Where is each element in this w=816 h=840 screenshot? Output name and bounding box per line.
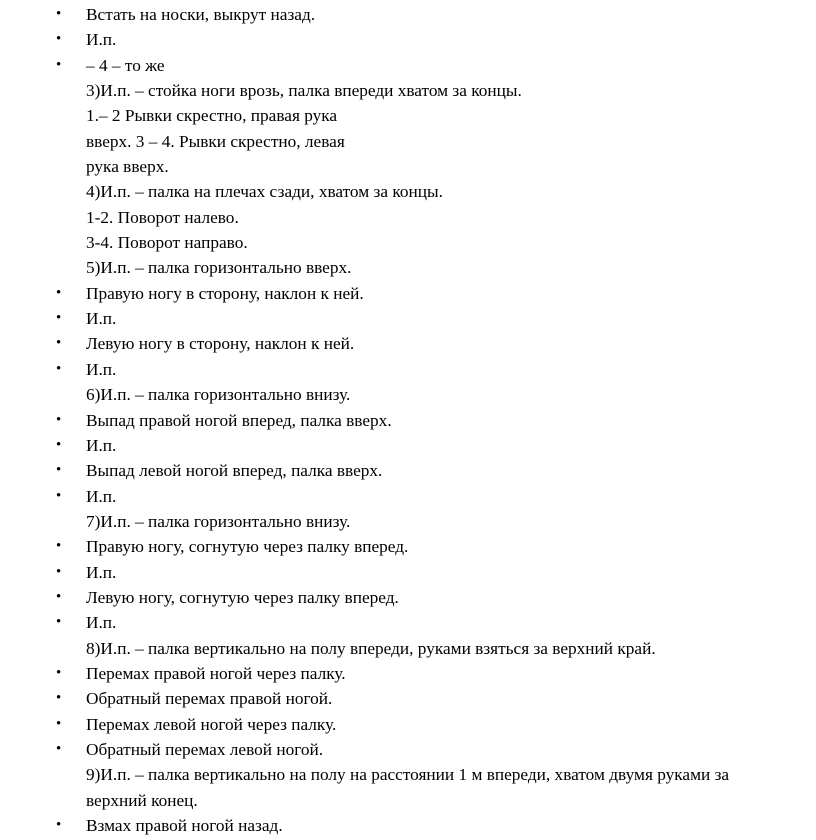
line-text: И.п. [86, 435, 117, 455]
line-text: И.п. [86, 309, 117, 329]
list-item [0, 534, 816, 559]
line-text: 3)И.п. – стойка ноги врозь, палка впереди хватом за концы. [86, 81, 522, 101]
list-item [0, 458, 816, 483]
bullet-marker: • [56, 6, 62, 22]
list-item [0, 255, 816, 280]
line-text: Левую ногу в сторону, наклон к ней. [86, 334, 355, 354]
bullet-marker: • [56, 740, 62, 757]
bullet-marker: • [56, 817, 62, 833]
list-item [0, 509, 816, 534]
line-text: Встать на носки, выкрут назад. [86, 5, 316, 24]
exercise-list [0, 2, 816, 838]
line-text: 6)И.п. – палка горизонтально внизу. [86, 385, 351, 405]
list-item [0, 154, 816, 179]
line-text: Перемах правой ногой через палку. [86, 663, 346, 683]
line-text: Обратный перемах правой ногой. [86, 689, 333, 709]
bullet-marker: • [56, 284, 62, 301]
bullet-marker: • [56, 690, 62, 707]
line-text: 7)И.п. – палка горизонтально внизу. [86, 511, 351, 531]
bullet-marker: • [56, 436, 62, 453]
bullet-marker: • [56, 588, 62, 605]
list-item [0, 103, 816, 128]
bullet-marker: • [56, 462, 62, 479]
list-item [0, 788, 816, 813]
line-text: Выпад левой ногой вперед, палка вверх. [86, 461, 383, 481]
line-text: 9)И.п. – палка вертикально на полу на расстоянии 1 м впереди, хватом двумя руками за [86, 765, 730, 785]
list-item [0, 179, 816, 204]
line-text: 3-4. Поворот направо. [86, 233, 248, 253]
bullet-marker: • [56, 563, 62, 580]
line-text: Перемах левой ногой через палку. [86, 714, 337, 734]
bullet-marker: • [56, 715, 62, 732]
list-item [0, 737, 816, 762]
line-text: И.п. [86, 359, 117, 379]
line-text: Левую ногу, согнутую через палку вперед. [86, 587, 399, 607]
line-text: вверх. 3 – 4. Рывки скрестно, левая [86, 131, 345, 151]
line-text: И.п. [86, 613, 117, 633]
bullet-marker: • [56, 538, 62, 555]
line-text: 5)И.п. – палка горизонтально вверх. [86, 258, 352, 278]
list-item [0, 610, 816, 635]
list-item [0, 230, 816, 255]
bullet-marker: • [56, 56, 62, 73]
bullet-marker: • [56, 31, 62, 48]
list-item [0, 306, 816, 331]
line-text: Взмах правой ногой назад. [86, 816, 283, 835]
list-item [0, 205, 816, 230]
line-text: Выпад правой ногой вперед, палка вверх. [86, 410, 392, 430]
line-text: рука вверх. [86, 157, 169, 177]
list-item [0, 712, 816, 737]
list-item [0, 382, 816, 407]
line-text: И.п. [86, 486, 117, 506]
list-item [0, 78, 816, 103]
bullet-marker: • [56, 614, 62, 631]
list-item [0, 484, 816, 509]
list-item [0, 281, 816, 306]
list-item [0, 686, 816, 711]
bullet-marker: • [56, 335, 62, 352]
line-text: 1-2. Поворот налево. [86, 207, 239, 227]
list-item [0, 560, 816, 585]
line-text: – 4 – то же [86, 55, 165, 75]
line-text: 8)И.п. – палка вертикально на полу впереди, руками взяться за верхний край. [86, 638, 656, 658]
list-item [0, 762, 816, 787]
list-item [0, 53, 816, 78]
list-item [0, 129, 816, 154]
list-item [0, 331, 816, 356]
list-item [0, 2, 816, 27]
list-item [0, 408, 816, 433]
list-item [0, 585, 816, 610]
line-text: 4)И.п. – палка на плечах сзади, хватом за концы. [86, 182, 443, 202]
list-item [0, 661, 816, 686]
list-item [0, 636, 816, 661]
bullet-marker: • [56, 411, 62, 428]
list-item [0, 357, 816, 382]
line-text: Правую ногу в сторону, наклон к ней. [86, 283, 364, 303]
bullet-marker: • [56, 487, 62, 504]
list-item [0, 433, 816, 458]
line-text: верхний конец. [86, 790, 198, 810]
line-text: И.п. [86, 30, 117, 50]
line-text: Правую ногу, согнутую через палку вперед. [86, 537, 409, 557]
list-item [0, 27, 816, 52]
line-text: Обратный перемах левой ногой. [86, 739, 324, 759]
line-text: И.п. [86, 562, 117, 582]
bullet-marker: • [56, 310, 62, 327]
bullet-marker: • [56, 664, 62, 681]
list-item [0, 813, 816, 838]
line-text: 1.– 2 Рывки скрестно, правая рука [86, 106, 338, 126]
bullet-marker: • [56, 360, 62, 377]
